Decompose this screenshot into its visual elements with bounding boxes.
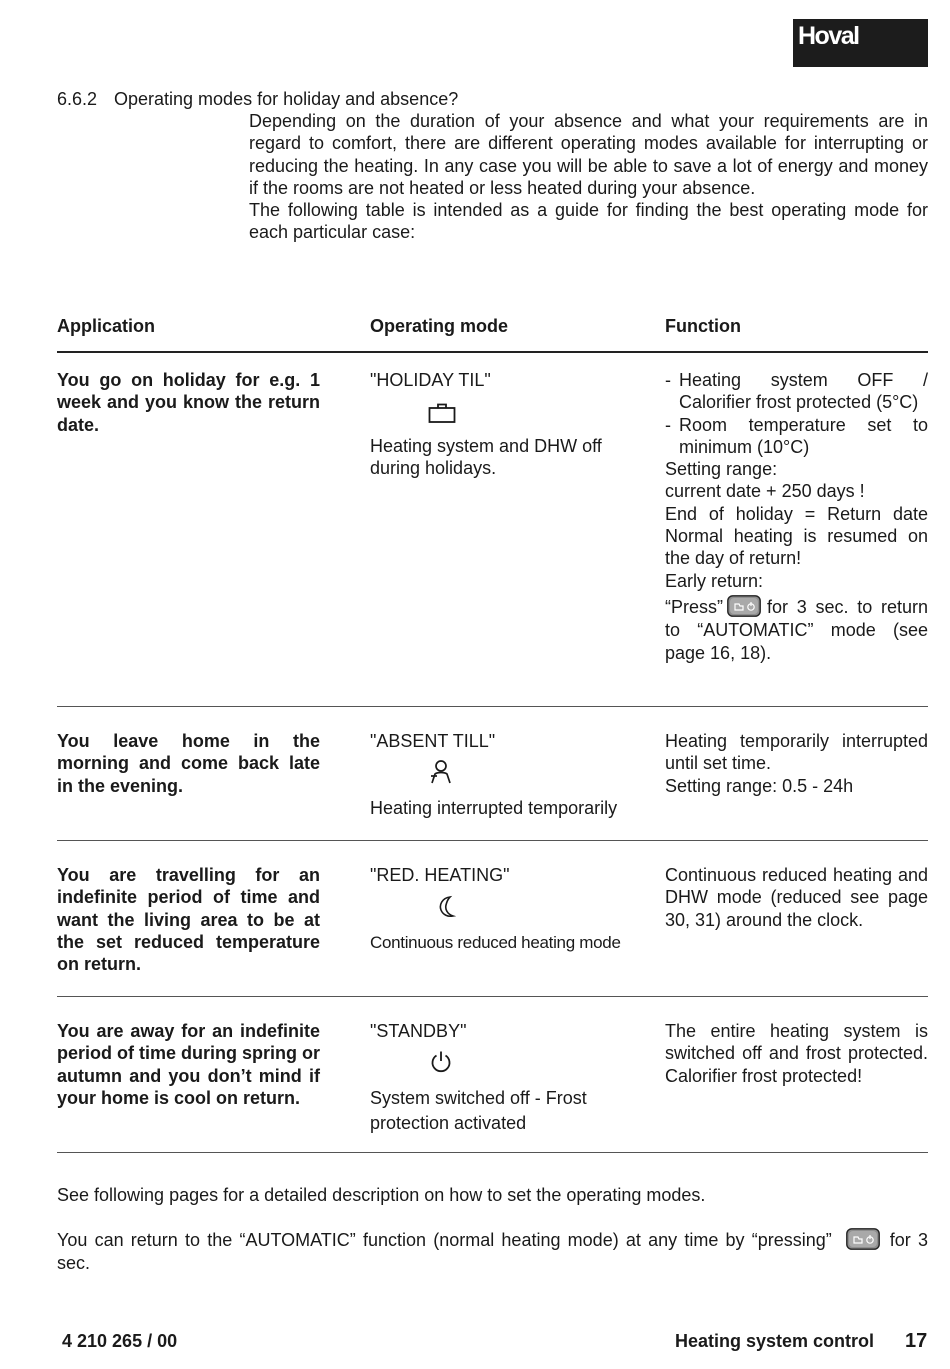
function-line: current date + 250 days ! <box>665 481 865 502</box>
doc-number: 4 210 265 / 00 <box>62 1331 178 1351</box>
note-return-automatic: You can return to the “AUTOMATIC” function (normal heating mode) at any time by “pressing” for 3 sec. <box>57 1230 928 1274</box>
chapter-title: Heating system control <box>675 1331 875 1351</box>
suitcase-icon <box>428 402 456 424</box>
row-absent-application: You leave home in the morning and come back late in the evening. <box>57 731 320 796</box>
function-line: Early return: <box>665 570 764 591</box>
function-line: Setting range: <box>665 459 778 480</box>
brand-logo: Hoval <box>798 22 859 50</box>
row-holiday-function <box>665 369 928 664</box>
intro-paragraph-2: The following table is intended as a guide for finding the best operating mode for each particular case: <box>249 200 928 243</box>
power-icon <box>429 1050 453 1074</box>
row-standby-mode-desc: System switched off - Frost protection activated <box>370 1088 587 1133</box>
row-holiday-mode-name: "HOLIDAY TIL" <box>370 370 491 390</box>
row-reduced-function: Continuous reduced heating and DHW mode (reduced see page 30, 31) around the clock. <box>665 865 928 930</box>
function-line: Heating temporarily interrupted until set time. <box>665 731 928 774</box>
row-standby-function: The entire heating system is switched off and frost protected. Calorifier frost protected! <box>665 1021 928 1086</box>
function-bullet: - Heating system OFF / Calorifier frost protected (5°C) <box>665 370 928 413</box>
absent-person-icon <box>429 759 453 785</box>
header-function: Function <box>665 316 741 336</box>
row-standby-mode-name: "STANDBY" <box>370 1021 467 1041</box>
mode-key-button-icon <box>846 1228 880 1250</box>
mode-key-button-icon <box>727 595 761 617</box>
row-absent-mode-desc: Heating interrupted temporarily <box>370 798 618 818</box>
header-operating-mode: Operating mode <box>370 316 509 336</box>
row-reduced-mode-desc: Continuous reduced heating mode <box>370 933 621 952</box>
function-press-line: “Press” for 3 sec. to return to “AUTOMATIC” mode (see page 16, 18). <box>665 596 928 663</box>
row-absent-function <box>665 730 928 797</box>
section-heading <box>57 88 458 110</box>
row-holiday-application: You go on holiday for e.g. 1 week and you know the return date. <box>57 370 320 435</box>
row-divider <box>57 996 928 997</box>
function-line: Setting range: 0.5 - 24h <box>665 775 854 796</box>
table-header-rule <box>57 351 928 353</box>
moon-icon <box>436 895 456 919</box>
function-bullet: - Room temperature set to minimum (10°C) <box>665 414 928 457</box>
intro-paragraph-1: Depending on the duration of your absence and what your requirements are in regard to comfort, there are different operating modes available for interrupting or reducing the heating. In any case you will be able to save a lot of energy and money if the rooms are not heated or less heated during your absence. <box>249 111 928 198</box>
page-number: 17 <box>905 1330 928 1352</box>
table-bottom-rule <box>57 1152 928 1153</box>
section-number: 6.6.2 <box>57 89 98 109</box>
row-divider <box>57 706 928 707</box>
row-holiday-mode-desc: Heating system and DHW off during holidays. <box>370 436 602 479</box>
intro-text <box>249 110 928 244</box>
row-divider <box>57 840 928 841</box>
row-reduced-mode-name: "RED. HEATING" <box>370 865 510 885</box>
row-absent-mode-name: "ABSENT TILL" <box>370 731 496 751</box>
row-standby-application: You are away for an indefinite period of time during spring or autumn and you don’t mind if your home is cool on return. <box>57 1021 320 1108</box>
section-title: Operating modes for holiday and absence? <box>114 89 459 109</box>
header-application: Application <box>57 316 155 336</box>
note-see-following: See following pages for a detailed description on how to set the operating modes. <box>57 1185 706 1205</box>
row-reduced-application: You are travelling for an indefinite period of time and want the living area to be at the set reduced temperature on return. <box>57 865 320 975</box>
function-line: End of holiday = Return date Normal heating is resumed on the day of return! <box>665 503 928 569</box>
